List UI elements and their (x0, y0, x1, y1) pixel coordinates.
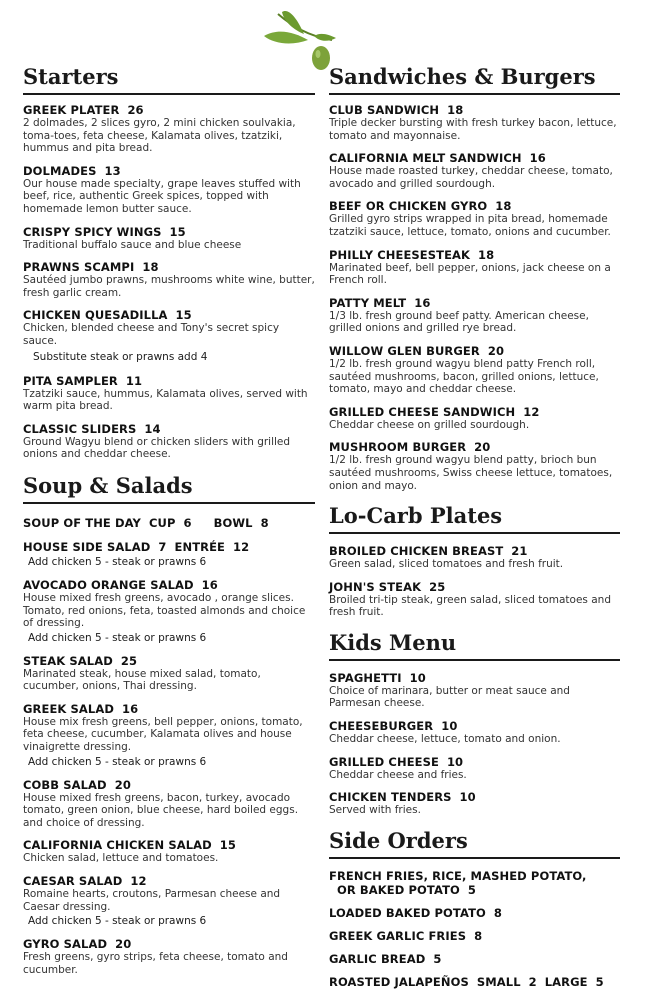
item-note: Add chicken 5 - steak or prawns 6 (28, 631, 207, 644)
menu-item (23, 578, 315, 645)
item-description: Sautéed jumbo prawns, mushrooms white wine, butter, fresh garlic cream. (23, 274, 315, 299)
menu-item (23, 778, 315, 830)
item-description: Choice of marinara, butter or meat sauce and Parmesan cheese. (329, 684, 570, 710)
entree-price: 12 (233, 539, 250, 554)
item-price: 16 (414, 295, 431, 310)
fries-line-1: FRENCH FRIES, RICE, MASHED POTATO, (329, 868, 587, 883)
menu-item (23, 225, 315, 252)
item-description: Marinated beef, bell pepper, onions, jack cheese on a French roll. (329, 261, 611, 287)
item-name: CHICKEN TENDERS (329, 790, 452, 805)
menu-item (329, 544, 620, 571)
menu-item (329, 580, 620, 619)
item-description: Romaine hearts, croutons, Parmesan cheese and Caesar dressing. (23, 888, 281, 913)
item-price: 25 (120, 653, 138, 668)
item-name: GREEK SALAD (23, 701, 114, 716)
menu-item (329, 440, 620, 492)
item-price: 18 (495, 199, 512, 214)
item-price: 5 (433, 951, 442, 966)
sandwiches-title: Sandwiches & Burgers (329, 62, 620, 95)
menu-item (23, 937, 315, 976)
item-name: COBB SALAD (23, 777, 107, 792)
item-description: Ground Wagyu blend or chicken sliders with grilled onions and cheddar cheese. (23, 435, 291, 461)
large-label: LARGE (544, 974, 588, 989)
item-name: HOUSE SIDE SALAD (23, 539, 151, 554)
bowl-price: 8 (260, 515, 269, 530)
item-price: 12 (523, 404, 540, 419)
menu-item (23, 838, 315, 865)
item-name: PATTY MELT (329, 295, 407, 310)
item-price: 15 (175, 308, 192, 323)
kids-title: Kids Menu (329, 628, 620, 661)
item-price: 25 (429, 579, 446, 594)
starters-section (23, 62, 315, 461)
item-description: Cheddar cheese, lettuce, tomato and onion. (329, 733, 561, 746)
item-name: WILLOW GLEN BURGER (329, 343, 480, 358)
item-name: CALIFORNIA CHICKEN SALAD (23, 838, 212, 853)
item-price: 20 (114, 777, 131, 792)
menu-item (329, 952, 620, 966)
item-name: CALIFORNIA MELT SANDWICH (329, 151, 522, 166)
item-name: AVOCADO ORANGE SALAD (23, 577, 194, 592)
menu-item (23, 164, 315, 216)
menu-item-house-side (23, 540, 315, 569)
menu-item (23, 374, 315, 413)
item-name: GRILLED CHEESE (329, 754, 439, 769)
menu-item-soup (23, 516, 315, 530)
item-name: CLUB SANDWICH (329, 103, 440, 117)
menu-item (23, 260, 315, 299)
menu-item (329, 671, 620, 710)
large-price: 5 (595, 974, 604, 989)
menu-item (329, 103, 620, 142)
item-name: GARLIC BREAD (329, 951, 426, 966)
item-price: 18 (447, 103, 464, 117)
right-column (329, 62, 620, 998)
item-price: 10 (446, 754, 464, 769)
item-description: 1/2 lb. fresh ground wagyu blend patty, brioch bun sautéed mushrooms, Swiss cheese lettuce, tomatoes, onion and mayo. (329, 454, 613, 492)
item-name: JOHN'S STEAK (329, 579, 422, 594)
item-price: 10 (441, 719, 458, 734)
item-price: 15 (219, 838, 236, 853)
item-name: STEAK SALAD (23, 653, 113, 668)
item-price: 13 (104, 163, 121, 178)
item-price: 21 (511, 544, 528, 559)
menu-item (329, 344, 620, 396)
item-name: GREEK GARLIC FRIES (329, 928, 467, 943)
menu-item-jalapenos (329, 975, 620, 989)
item-price: 14 (144, 421, 161, 436)
starters-title: Starters (23, 62, 315, 95)
item-description: Fresh greens, gyro strips, feta cheese, tomato and cucumber. (23, 951, 288, 976)
item-description: House made roasted turkey, cheddar cheese, tomato, avocado and grilled sourdough. (329, 165, 613, 190)
item-price: 10 (459, 790, 476, 805)
item-description: Triple decker bursting with fresh turkey bacon, lettuce, tomato and mayonnaise. (329, 117, 617, 142)
item-name: SOUP OF THE DAY (23, 515, 141, 530)
item-name: PITA SAMPLER (23, 373, 118, 388)
item-description: House mixed fresh greens, avocado , orange slices. Tomato, red onions, feta, toasted almonds and choice of dressing. (23, 591, 306, 630)
item-price: 11 (125, 373, 143, 388)
item-description: Broiled tri-tip steak, green salad, sliced tomatoes and fresh fruit. (329, 593, 611, 619)
item-description: Tzatziki sauce, hummus, Kalamata olives, served with warm pita bread. (23, 387, 308, 413)
locarb-title: Lo-Carb Plates (329, 501, 620, 534)
item-note: Add chicken 5 - steak or prawns 6 (28, 755, 207, 768)
item-price: 16 (529, 151, 546, 166)
item-price: 16 (201, 577, 218, 592)
item-name: CHICKEN QUESADILLA (23, 308, 168, 323)
item-description: 1/3 lb. fresh ground beef patty. American cheese, grilled onions and grilled rye bread. (329, 309, 589, 335)
menu-item (23, 874, 315, 928)
bowl-label: BOWL (213, 515, 253, 530)
menu-item (23, 308, 315, 363)
item-name: SPAGHETTI (329, 670, 402, 685)
item-price: 8 (474, 928, 483, 943)
item-name: CLASSIC SLIDERS (23, 421, 137, 436)
item-name: LOADED BAKED POTATO (329, 905, 486, 920)
sandwiches-section (329, 62, 620, 492)
sides-section (329, 826, 620, 989)
item-description: Green salad, sliced tomatoes and fresh fruit. (329, 558, 564, 571)
item-name: GRILLED CHEESE SANDWICH (329, 404, 516, 419)
item-price: 18 (478, 247, 495, 262)
item-price: 26 (127, 103, 144, 117)
locarb-section (329, 501, 620, 619)
menu-item (329, 755, 620, 782)
kids-section (329, 628, 620, 817)
item-price: 10 (409, 670, 426, 685)
item-description: Cheddar cheese on grilled sourdough. (329, 418, 530, 431)
sides-title: Side Orders (329, 826, 620, 859)
item-name: ROASTED JALAPEÑOS (329, 974, 469, 989)
item-description: Cheddar cheese and fries. (329, 768, 467, 781)
item-price: 20 (487, 343, 505, 358)
menu-item (23, 103, 315, 155)
entree-label: ENTRÉE (174, 539, 226, 554)
menu-item (329, 405, 620, 432)
menu-item (329, 929, 620, 943)
item-description: Served with fries. (329, 804, 421, 817)
menu-item (329, 248, 620, 287)
item-description: Our house made specialty, grape leaves stuffed with beef, rice, authentic Greek spices, topped with homemade lemon butter sauce. (23, 177, 301, 215)
item-name: CAESAR SALAD (23, 874, 123, 889)
item-name: PRAWNS SCAMPI (23, 260, 135, 275)
item-price: 20 (474, 440, 491, 455)
item-name: CRISPY SPICY WINGS (23, 224, 162, 239)
menu-item-fries (329, 869, 620, 897)
small-price: 2 (528, 974, 537, 989)
small-label: SMALL (476, 974, 521, 989)
menu-item (329, 199, 620, 238)
left-column (23, 62, 315, 985)
item-name: GYRO SALAD (23, 937, 108, 952)
item-description: Chicken, blended cheese and Tony's secret spicy sauce. (23, 322, 280, 347)
item-name: CHEESEBURGER (329, 719, 434, 734)
menu-item (23, 654, 315, 693)
item-note: Add chicken 5 - steak or prawns 6 (28, 915, 207, 928)
item-name: PHILLY CHEESESTEAK (329, 247, 471, 262)
item-name: DOLMADES (23, 163, 97, 178)
soup-salads-section (23, 471, 315, 977)
item-description: Chicken salad, lettuce and tomatoes. (23, 852, 219, 865)
item-name: GREEK PLATER (23, 103, 120, 117)
menu-item (329, 151, 620, 190)
item-price: 12 (130, 874, 147, 889)
item-price: 16 (121, 701, 139, 716)
menu-item (23, 422, 315, 461)
menu-item (23, 702, 315, 769)
item-price: 18 (142, 260, 159, 275)
item-description: 2 dolmades, 2 slices gyro, 2 mini chicken soulvakia, toma-toes, feta cheese, Kalamata olives, tzatziki, hummus and pita bread. (23, 117, 296, 155)
item-price: 15 (169, 224, 186, 239)
item-price: 7 (158, 539, 167, 554)
menu-item (329, 296, 620, 335)
menu-item (329, 719, 620, 746)
item-price: 8 (493, 905, 503, 920)
menu-item (329, 790, 620, 817)
item-note: Substitute steak or prawns add 4 (33, 350, 208, 363)
item-description: 1/2 lb. fresh ground wagyu blend patty French roll, sautéed mushrooms, bacon, grilled onions, lettuce, tomato, mayo and cheddar cheese. (329, 357, 599, 396)
item-description: House mixed fresh greens, bacon, turkey, avocado tomato, green onion, blue cheese, hard boiled eggs. and choice of dressing. (23, 791, 299, 829)
item-name: BROILED CHICKEN BREAST (329, 544, 504, 559)
soup-salads-title: Soup & Salads (23, 471, 315, 504)
cup-price: 6 (183, 515, 192, 530)
item-name: BEEF OR CHICKEN GYRO (329, 199, 488, 214)
item-price: 20 (115, 937, 132, 952)
item-name: MUSHROOM BURGER (329, 440, 467, 455)
item-description: Traditional buffalo sauce and blue cheese (23, 238, 242, 251)
item-note: Add chicken 5 - steak or prawns 6 (28, 555, 207, 568)
fries-line-2: OR BAKED POTATO (337, 882, 460, 897)
item-description: Marinated steak, house mixed salad, tomato, cucumber, onions, Thai dressing. (23, 667, 261, 693)
item-description: Grilled gyro strips wrapped in pita bread, homemade tzatziki sauce, lettuce, tomato, onions and cucumber. (329, 213, 611, 238)
cup-label: CUP (148, 515, 176, 530)
fries-price: 5 (467, 882, 477, 897)
menu-item (329, 906, 620, 920)
item-description: House mix fresh greens, bell pepper, onions, tomato, feta cheese, cucumber, Kalamata olives and house vinaigrette dressing. (23, 715, 303, 754)
